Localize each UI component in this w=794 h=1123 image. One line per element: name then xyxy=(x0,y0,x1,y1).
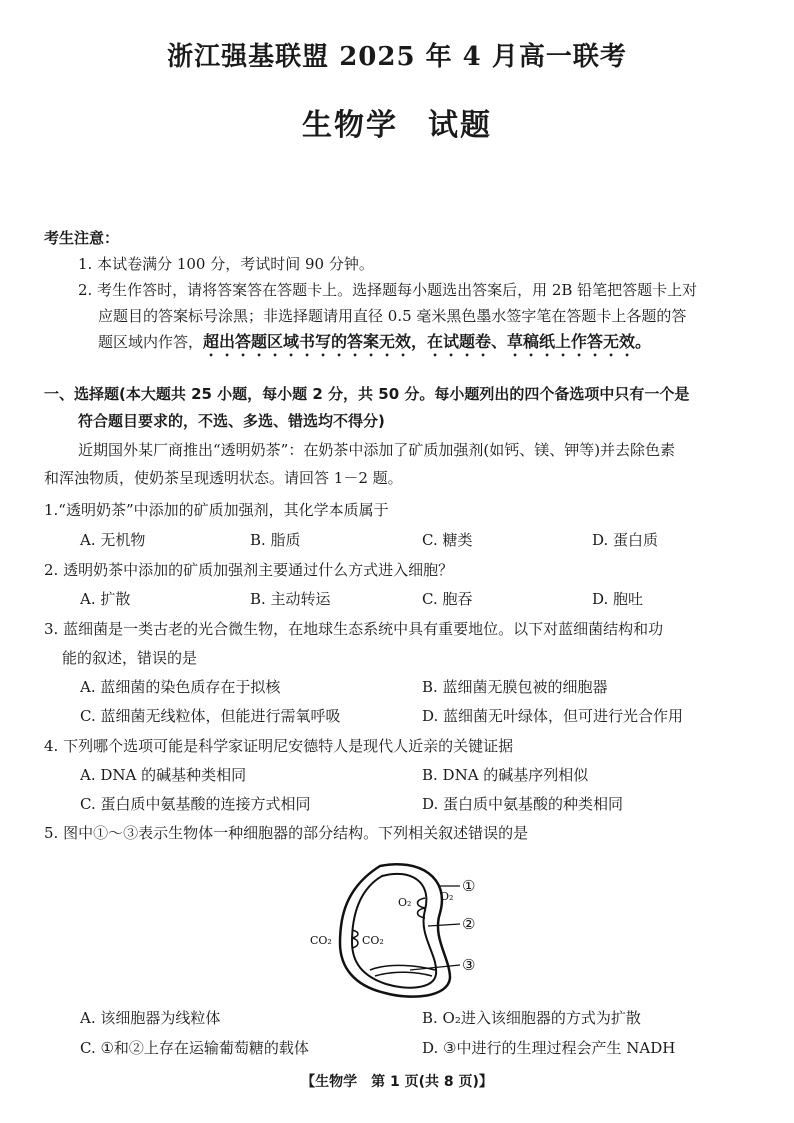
notice-heading: 考生注意： xyxy=(44,229,120,247)
notice-item-1: 1. 本试卷满分 100 分，考试时间 90 分钟。 xyxy=(78,255,374,273)
label-1: ① xyxy=(462,877,476,895)
mitochondrion-figure xyxy=(300,858,500,1000)
q1-option-d: D. 蛋白质 xyxy=(592,531,659,549)
question-2-stem: 2. 透明奶茶中添加的矿质加强剂主要通过什么方式进入细胞？ xyxy=(44,561,454,579)
inner-membrane xyxy=(352,874,436,988)
q3-option-a: A. 蓝细菌的染色质存在于拟核 xyxy=(80,678,281,696)
q4-option-c: C. 蛋白质中氨基酸的连接方式相同 xyxy=(80,795,311,813)
q2-option-c: C. 胞吞 xyxy=(422,590,473,608)
notice-item-2-plain: 题区域内作答， xyxy=(98,333,204,351)
notice-item-2-line-3 xyxy=(98,332,651,360)
q3-option-c: C. 蓝细菌无线粒体，但能进行需氧呼吸 xyxy=(80,707,341,725)
q3-option-d: D. 蓝细菌无叶绿体，但可进行光合作用 xyxy=(422,707,684,725)
intro-line-2: 和浑浊物质，使奶茶呈现透明状态。请回答 1－2 题。 xyxy=(44,469,403,487)
q2-option-d: D. 胞吐 xyxy=(592,590,644,608)
co2-label-inner: CO₂ xyxy=(362,934,384,947)
notice-item-2-emphasis: 超出答题区域书写的答案无效，在试题卷、草稿纸上作答无效。 xyxy=(203,332,652,351)
q2-option-b: B. 主动转运 xyxy=(250,590,331,608)
outer-membrane xyxy=(340,864,450,996)
q3-option-b: B. 蓝细菌无膜包被的细胞器 xyxy=(422,678,608,696)
label-3: ③ xyxy=(462,956,476,974)
q5-option-c: C. ①和②上存在运输葡萄糖的载体 xyxy=(80,1039,309,1057)
q1-option-b: B. 脂质 xyxy=(250,531,301,549)
crista-bottom xyxy=(370,965,435,970)
subject-name: 生物学 xyxy=(302,108,398,143)
q4-option-d: D. 蛋白质中氨基酸的种类相同 xyxy=(422,795,624,813)
question-3-stem-line-2: 能的叙述，错误的是 xyxy=(62,649,198,667)
q1-option-c: C. 糖类 xyxy=(422,531,473,549)
o2-label-outer: O₂ xyxy=(440,890,454,903)
subject-title xyxy=(0,100,794,144)
label-2: ② xyxy=(462,915,476,933)
notice-item-2-line-2: 应题目的答案标号涂黑；非选择题请用直径 0.5 毫米黑色墨水签字笔在答题卡上各题的答 xyxy=(98,307,687,325)
q4-option-b: B. DNA 的碱基序列相似 xyxy=(422,766,589,784)
subject-subtitle: 试题 xyxy=(428,108,492,143)
page-footer: 【生物学 第 1 页(共 8 页)】 xyxy=(301,1074,493,1090)
intro-line-1: 近期国外某厂商推出“透明奶茶”：在奶茶中添加了矿质加强剂(如钙、镁、钾等)并去除色素 xyxy=(78,441,676,459)
q5-option-b: B. O₂进入该细胞器的方式为扩散 xyxy=(422,1009,641,1027)
q5-option-d: D. ③中进行的生理过程会产生 NADH xyxy=(422,1039,676,1057)
co2-label-outer: CO₂ xyxy=(310,934,332,947)
notice-item-2-line-1: 2. 考生作答时，请将答案答在答题卡上。选择题每小题选出答案后，用 2B 铅笔把答题卡上对 xyxy=(78,281,698,299)
q5-option-a: A. 该细胞器为线粒体 xyxy=(80,1009,221,1027)
question-5-stem: 5. 图中①～③表示生物体一种细胞器的部分结构。下列相关叙述错误的是 xyxy=(44,824,529,842)
section-heading-line-2: 符合题目要求的，不选、多选、错选均不得分) xyxy=(78,412,385,430)
exam-title: 浙江强基联盟 2025 年 4 月高一联考 xyxy=(167,42,627,72)
question-3-stem-line-1: 3. 蓝细菌是一类古老的光合微生物，在地球生态系统中具有重要地位。以下对蓝细菌结构和功 xyxy=(44,620,664,638)
question-4-stem: 4. 下列哪个选项可能是科学家证明尼安德特人是现代人近亲的关键证据 xyxy=(44,737,514,755)
q4-option-a: A. DNA 的碱基种类相同 xyxy=(80,766,247,784)
question-1-stem: 1.“透明奶茶”中添加的矿质加强剂，其化学本质属于 xyxy=(44,501,389,519)
q2-option-a: A. 扩散 xyxy=(80,590,131,608)
crista-bottom-2 xyxy=(375,972,432,976)
o2-label-inner: O₂ xyxy=(398,896,412,909)
q1-option-a: A. 无机物 xyxy=(80,531,146,549)
section-heading-line-1: 一、选择题(本大题共 25 小题，每小题 2 分，共 50 分。每小题列出的四个备选项中只有一个是 xyxy=(44,385,690,403)
